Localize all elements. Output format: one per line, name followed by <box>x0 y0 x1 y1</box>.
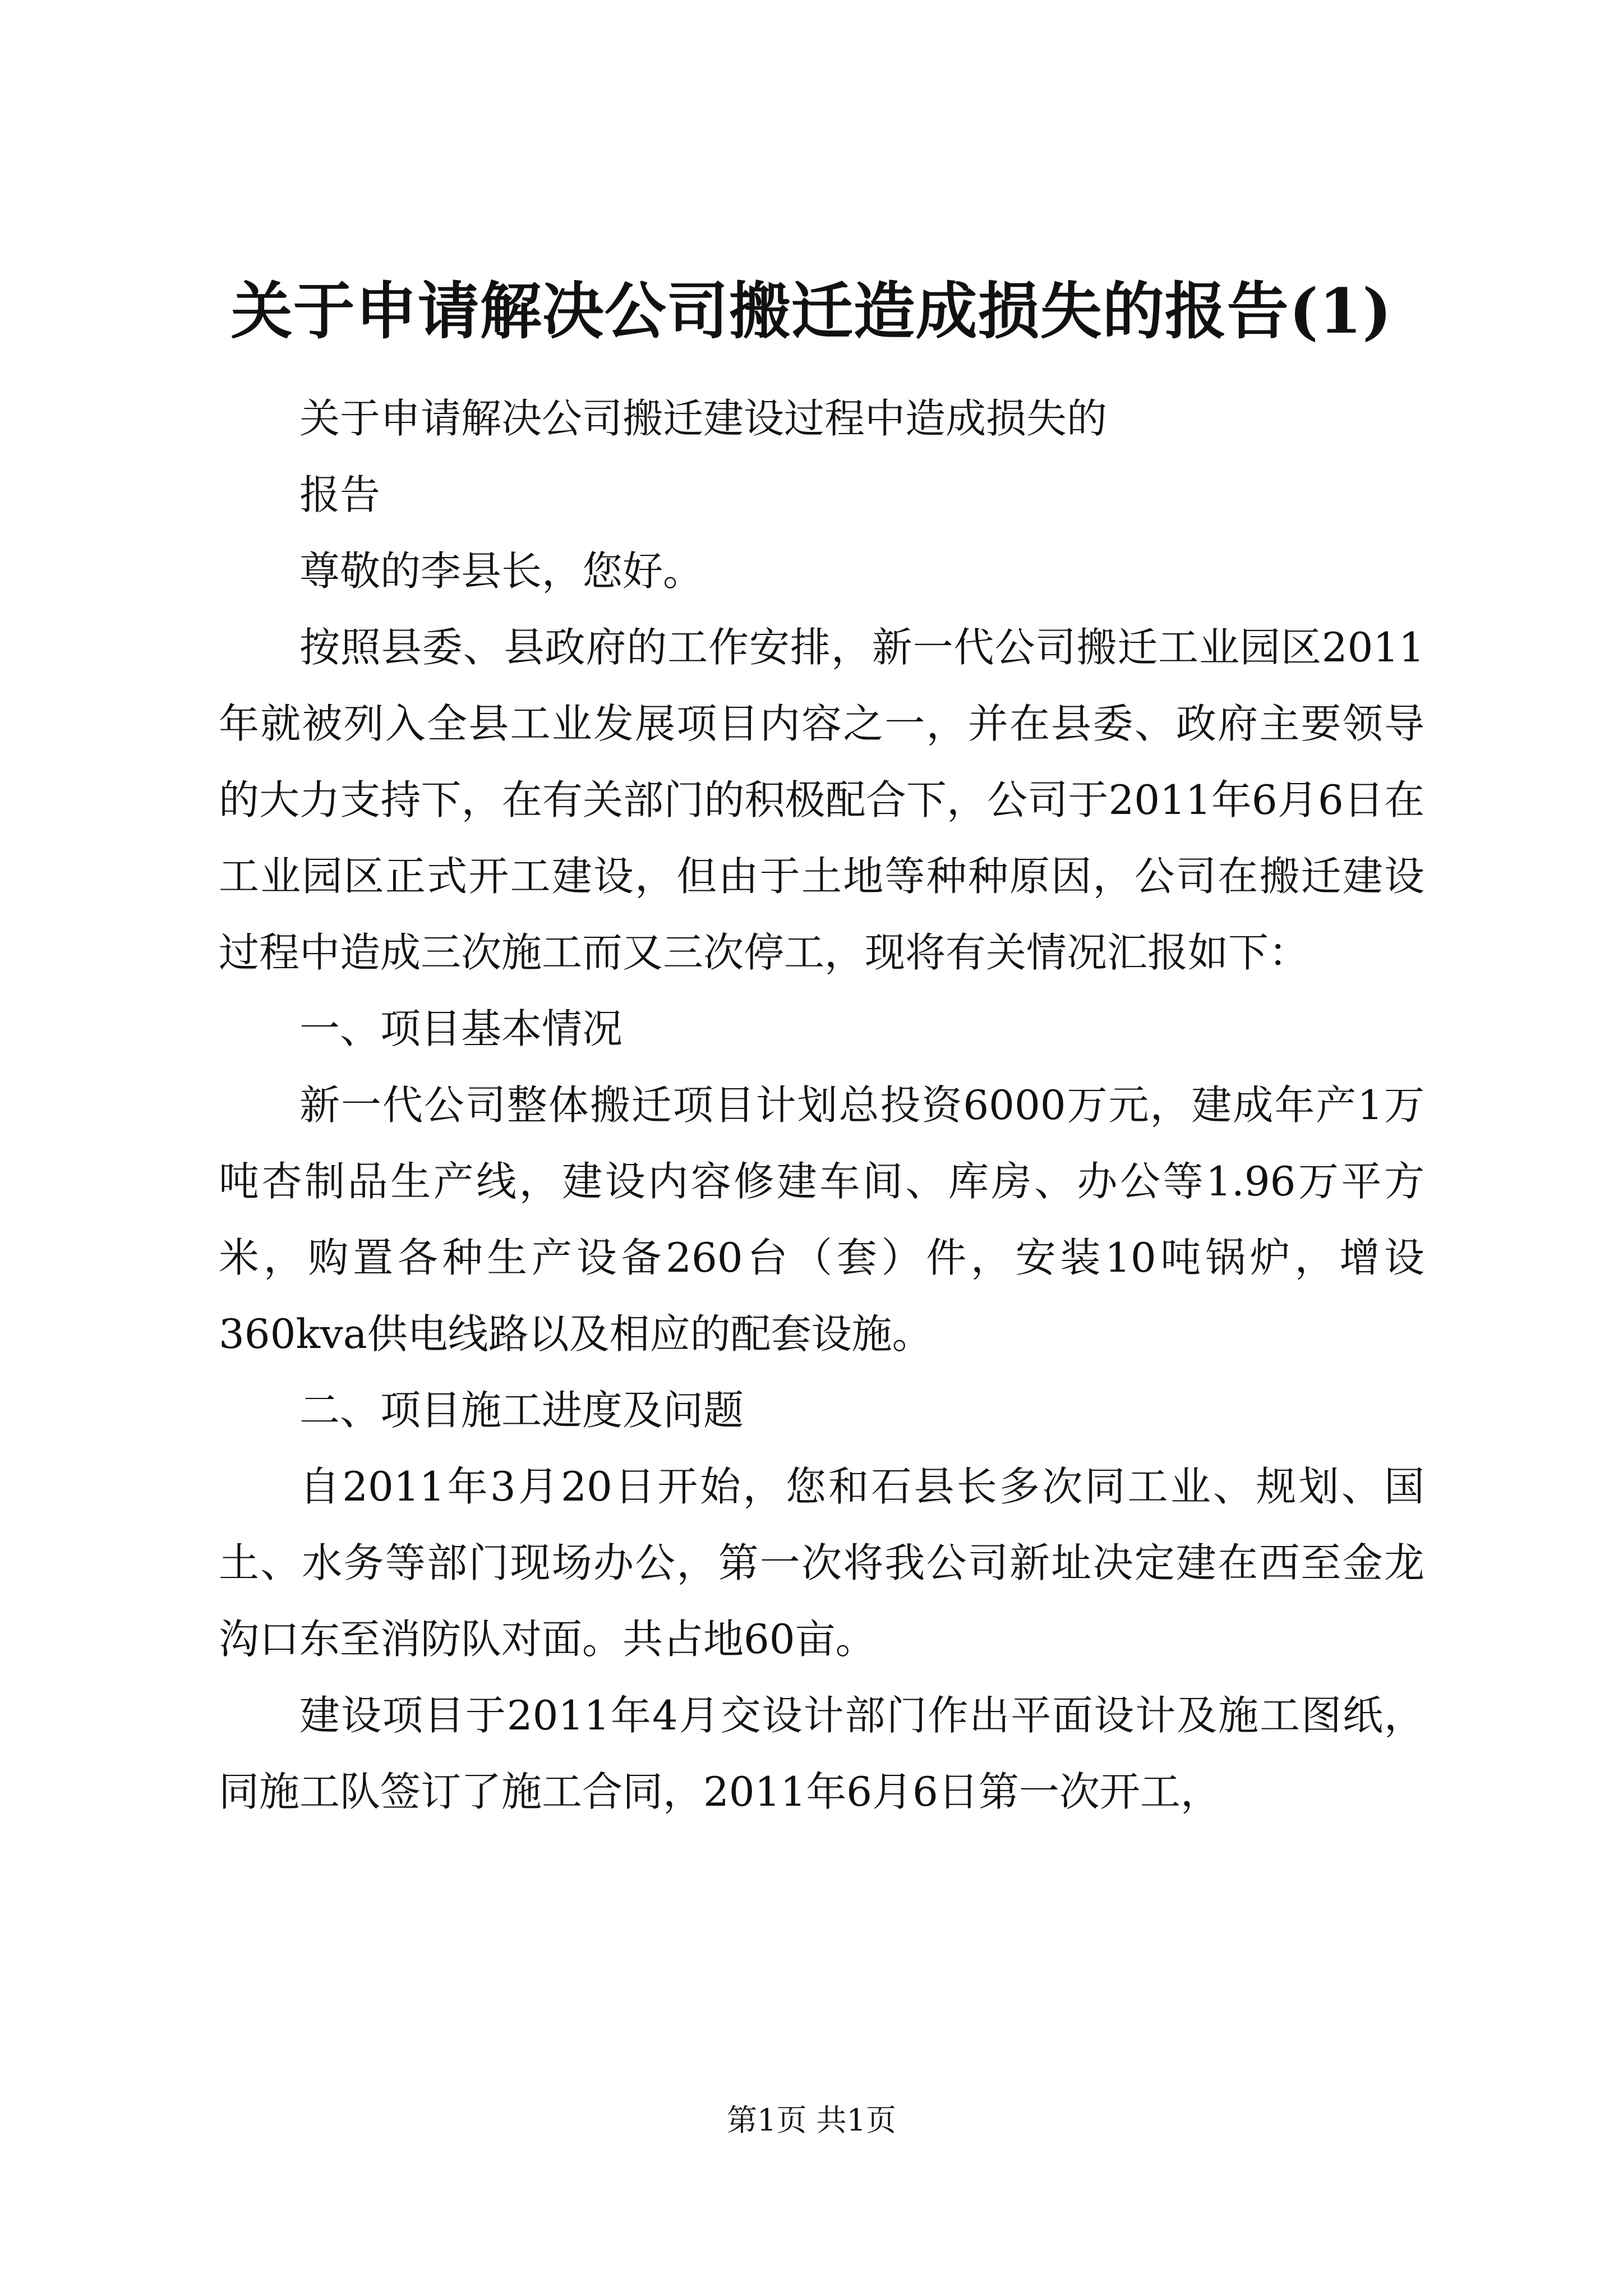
page-footer: 第1页 共1页 <box>727 2102 896 2138</box>
section-heading: 一、项目基本情况 <box>299 1005 623 1052</box>
paragraph: 按照县委、县政府的工作安排，新一代公司搬迁工业园区2011年就被列入全县工业发展项目内容之一，并在县委、政府主要领导的大力支持下，在有关部门的积极配合下，公司于2011年6月6日在工业园区正式开工建设，但由于土地等种种原因，公司在搬迁建设过程中造成三次施工而又三次停工，现将有关情况汇报如下： <box>219 624 1424 976</box>
greeting-paragraph: 尊敬的李县长，您好。 <box>299 547 704 595</box>
section-heading: 二、项目施工进度及问题 <box>299 1387 744 1434</box>
document-body <box>219 380 1424 1830</box>
paragraph: 新一代公司整体搬迁项目计划总投资6000万元，建成年产1万吨杏制品生产线，建设内容修建车间、库房、办公等1.96万平方米，购置各种生产设备260台（套）件，安装10吨锅炉，增设360kva供电线路以及相应的配套设施。 <box>219 1082 1424 1358</box>
document-title: 关于申请解决公司搬迁造成损失的报告(1) <box>230 275 1393 347</box>
paragraph: 报告 <box>299 471 381 518</box>
paragraph: 自2011年3月20日开始，您和石县长多次同工业、规划、国土、水务等部门现场办公，第一次将我公司新址决定建在西至金龙沟口东至消防队对面。共占地60亩。 <box>219 1463 1424 1663</box>
paragraph: 建设项目于2011年4月交设计部门作出平面设计及施工图纸，同施工队签订了施工合同，2011年6月6日第一次开工， <box>219 1692 1424 1815</box>
paragraph: 关于申请解决公司搬迁建设过程中造成损失的 <box>299 395 1108 442</box>
